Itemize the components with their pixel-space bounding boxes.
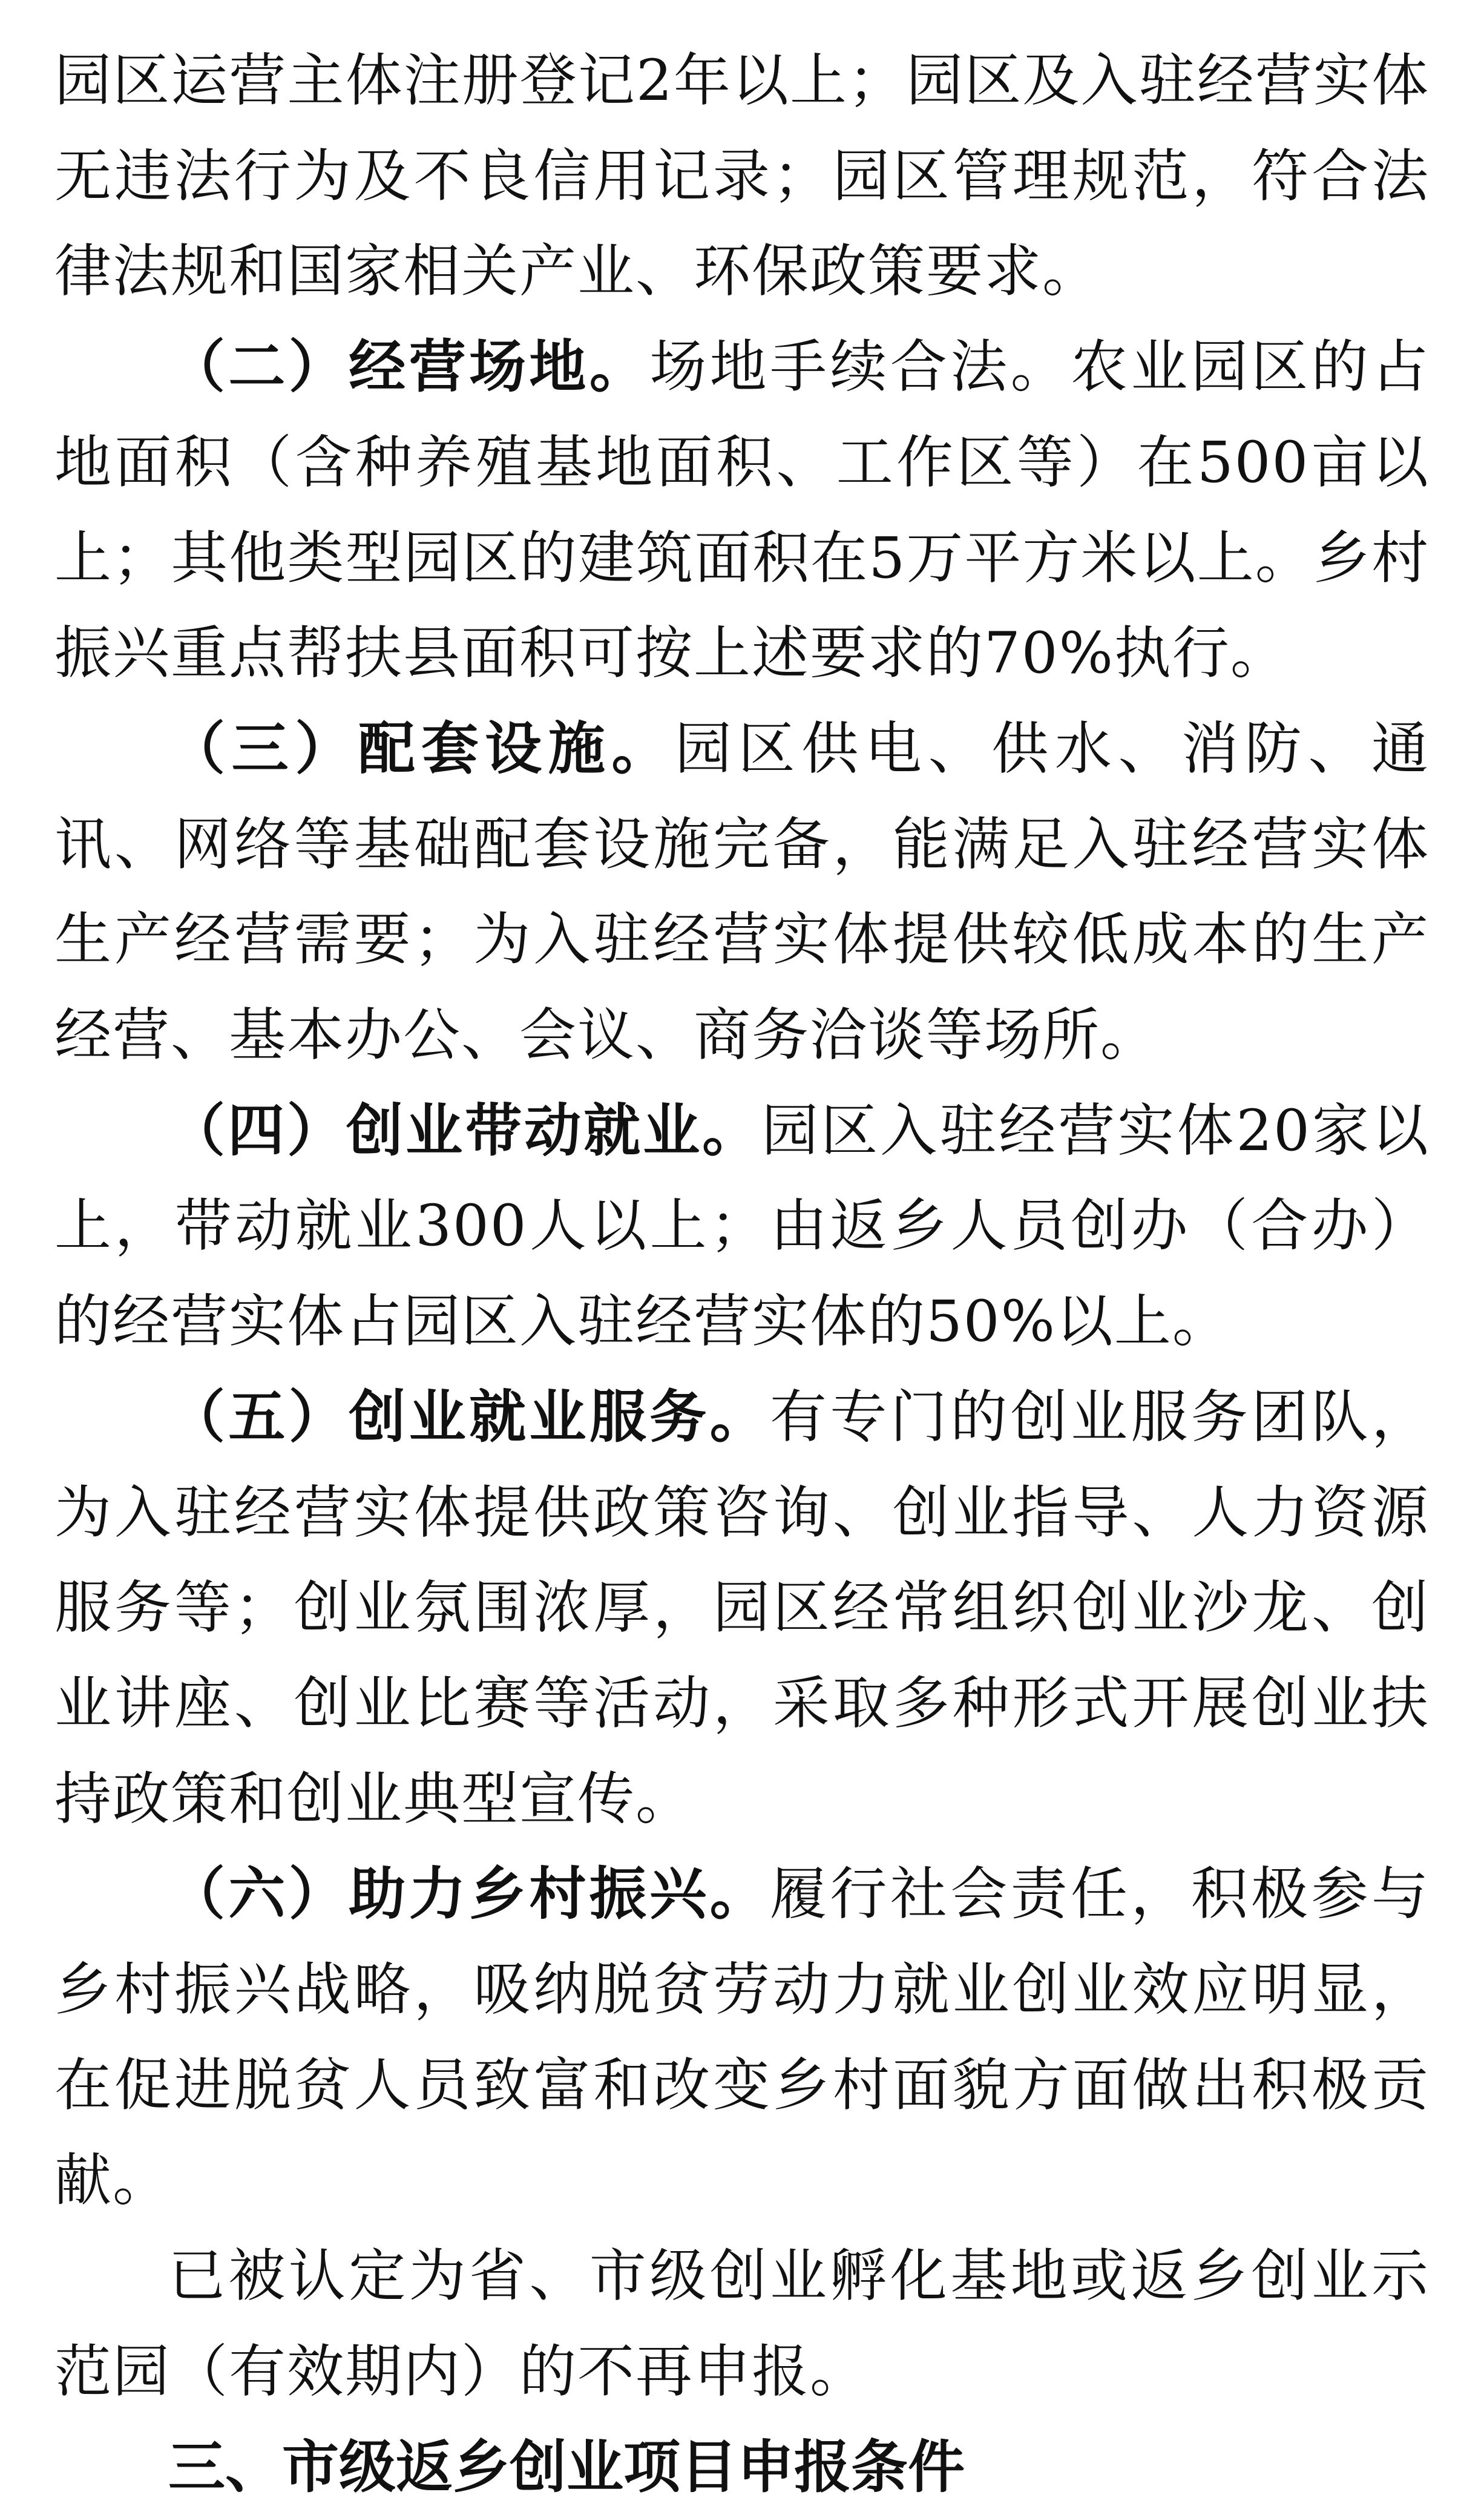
item-body: 园区供电、供水、消防、通讯、网络等基础配套设施完备，能满足入驻经营实体生产经营需要；为入驻经营实体提供较低成本的生产经营、基本办公、会议、商务洽谈等场所。: [54, 715, 1430, 1069]
item-body: 园区入驻经营实体20家以上，带动就业300人以上；由返乡人员创办（合办）的经营实体占园区入驻经营实体的50%以上。: [54, 1097, 1430, 1355]
intro-paragraph: 园区运营主体注册登记2年以上；园区及入驻经营实体无违法行为及不良信用记录；园区管理规范，符合法律法规和国家相关产业、环保政策要求。: [54, 48, 1430, 305]
item-employment-services: [54, 1370, 1430, 1847]
item-body: 场地手续合法。农业园区的占地面积（含种养殖基地面积、工作区等）在500亩以上；其他类型园区的建筑面积在5万平方米以上。乡村振兴重点帮扶县面积可按上述要求的70%执行。: [54, 334, 1430, 687]
item-heading: （五）创业就业服务。: [168, 1383, 770, 1450]
item-heading: （六）助力乡村振兴。: [168, 1861, 770, 1928]
item-supporting-facilities: [54, 702, 1430, 1083]
item-body: 有专门的创业服务团队，为入驻经营实体提供政策咨询、创业指导、人力资源服务等；创业氛围浓厚，园区经常组织创业沙龙、创业讲座、创业比赛等活动，采取多种形式开展创业扶持政策和创业典型宣传。: [54, 1384, 1430, 1832]
item-business-site: [54, 320, 1430, 702]
exclusion-note: 已被认定为省、市级创业孵化基地或返乡创业示范园（有效期内）的不再申报。: [54, 2243, 1430, 2405]
item-heading: （三）配套设施。: [168, 715, 675, 782]
item-rural-revitalization: [54, 1847, 1430, 2229]
item-body: 履行社会责任，积极参与乡村振兴战略，吸纳脱贫劳动力就业创业效应明显，在促进脱贫人员致富和改变乡村面貌方面做出积极贡献。: [54, 1861, 1430, 2214]
item-entrepreneurship-employment: [54, 1083, 1430, 1370]
section-title: 三、市级返乡创业项目申报条件: [168, 2434, 965, 2500]
item-heading: （二）经营场地。: [168, 334, 650, 401]
item-heading: （四）创业带动就业。: [168, 1097, 762, 1164]
